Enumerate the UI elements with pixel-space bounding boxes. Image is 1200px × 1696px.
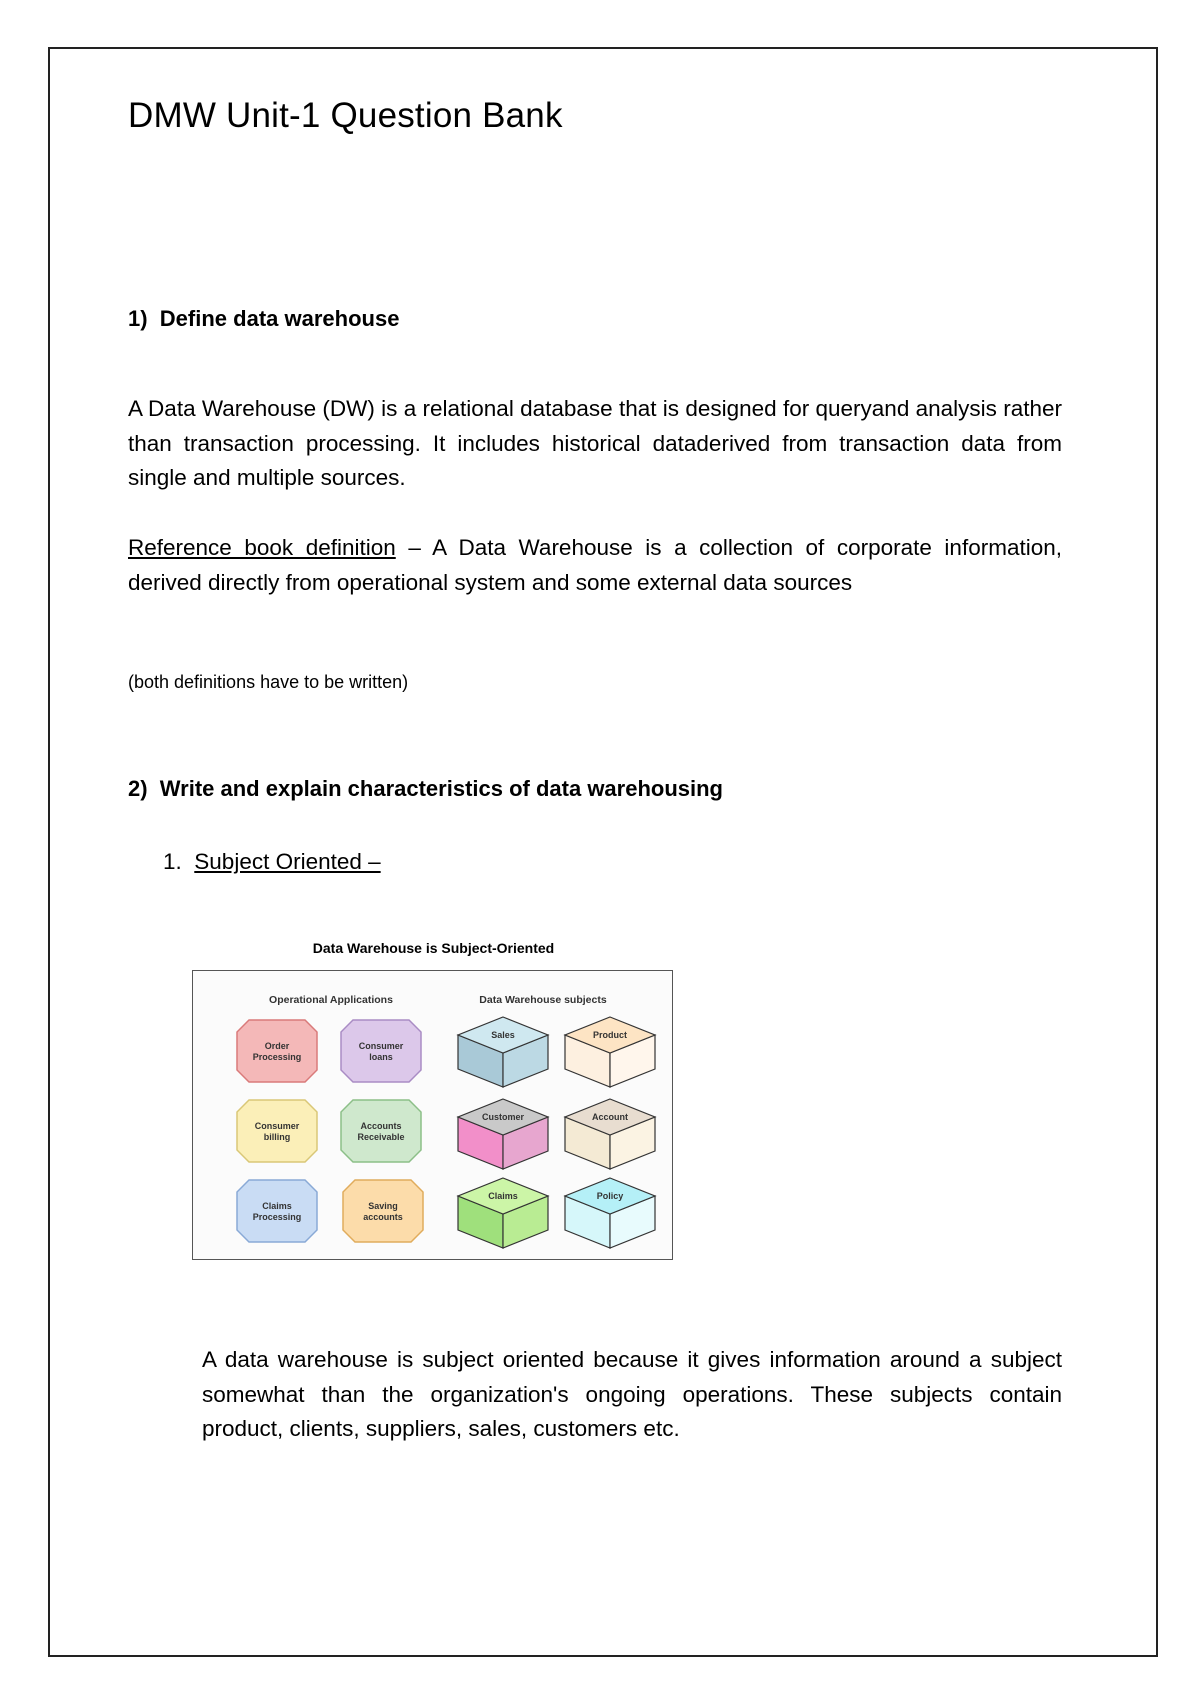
application-octagon [237,1180,317,1242]
subject-cube [565,1178,655,1248]
figure-diagram [193,971,674,1261]
application-label: accounts [363,1212,403,1222]
application-label: Accounts [360,1121,402,1131]
figure-frame [192,970,673,1260]
subject-label: Claims [488,1191,518,1201]
subject-label: Customer [481,1112,525,1122]
subject-cube [458,1017,548,1087]
definitions-note: (both definitions have to be written) [128,672,409,692]
question-2-number: 2) [128,776,148,801]
applications-group [237,1020,423,1242]
subject-label: Account [592,1112,628,1122]
subject-oriented-paragraph: A data warehouse is subject oriented because it gives information around a subject somewhat than the organization's ongoing operations. These subjects contain product, clients, suppliers, sales, customers etc. [202,1347,1062,1441]
subjects-group [458,1017,655,1248]
left-heading: Operational Applications [269,994,393,1006]
list-label: Subject Oriented – [194,849,381,874]
octagon-shape [343,1180,423,1242]
octagon-shape [237,1180,317,1242]
application-octagon [341,1020,421,1082]
application-octagon [341,1100,421,1162]
reference-label: Reference book definition [128,535,396,560]
reference-text: – A Data Warehouse is a collection of corporate information, derived directly from operational system and some external data sources [128,535,1062,595]
figure-title: Data Warehouse is Subject-Oriented [312,940,555,956]
application-label: Consumer [358,1041,404,1051]
subject-cube [458,1178,548,1248]
application-octagon [237,1100,317,1162]
subject-label: Product [592,1030,628,1040]
octagon-shape [341,1100,421,1162]
application-label: Processing [252,1212,302,1222]
application-label: Processing [252,1052,302,1062]
octagon-shape [341,1020,421,1082]
octagon-shape [237,1020,317,1082]
subject-oriented-figure [192,940,675,1222]
question-1-heading [128,306,399,332]
subject-cube [458,1099,548,1169]
application-label: Claims [262,1201,292,1211]
question-2-heading [128,776,723,802]
application-label: Order [264,1041,290,1051]
application-label: Receivable [357,1132,405,1142]
list-item-subject-oriented [163,849,381,875]
question-2-text: Write and explain characteristics of data warehousing [159,776,723,801]
reference-definition [128,531,1062,600]
question-1-text: Define data warehouse [159,306,400,331]
subject-label: Sales [491,1030,515,1040]
definition-paragraph: A Data Warehouse (DW) is a relational database that is designed for queryand analysis rather than transaction processing. It includes historical dataderived from transaction data from single and multiple sources. [128,396,1062,490]
application-label: Saving [368,1201,398,1211]
right-heading: Data Warehouse subjects [479,994,607,1006]
application-label: Consumer [254,1121,300,1131]
question-1-number: 1) [128,306,148,331]
application-label: billing [263,1132,291,1142]
subject-cube [565,1099,655,1169]
subject-label: Policy [596,1191,624,1201]
application-octagon [343,1180,423,1242]
application-label: loans [369,1052,393,1062]
subject-cube [565,1017,655,1087]
application-octagon [237,1020,317,1082]
document-title: DMW Unit-1 Question Bank [128,96,563,135]
list-number: 1. [163,849,182,874]
octagon-shape [237,1100,317,1162]
